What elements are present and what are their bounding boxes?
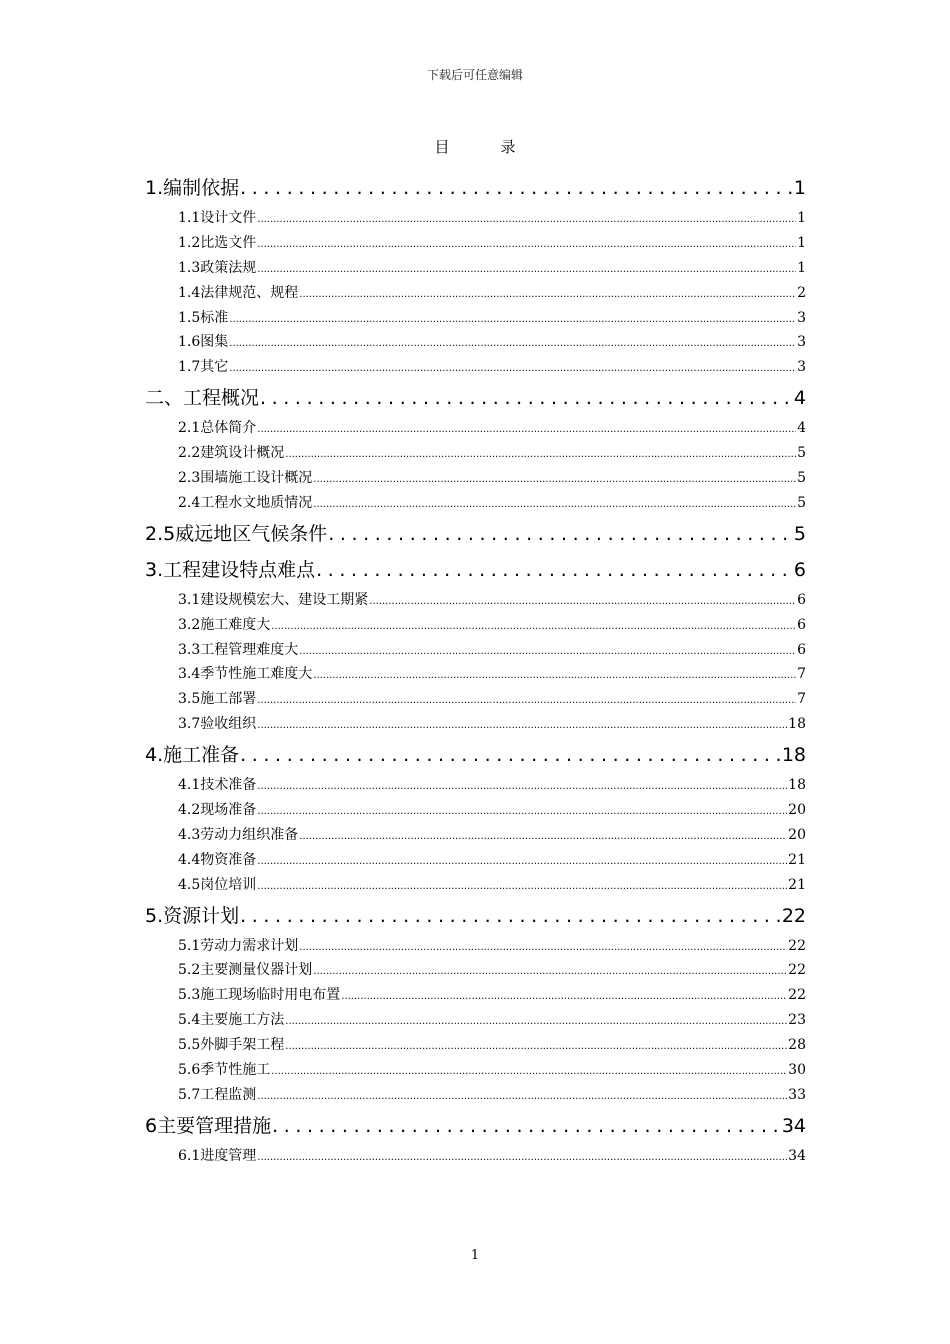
toc-entry-page: 5	[793, 522, 806, 545]
toc-section-entry[interactable]	[145, 773, 806, 798]
toc-entry-page: 18	[781, 744, 806, 767]
toc-dot-leader	[313, 960, 787, 985]
toc-section-entry[interactable]	[145, 588, 806, 613]
toc-dot-leader	[299, 283, 796, 308]
toc-dot-leader	[328, 516, 793, 552]
toc-dot-leader	[229, 332, 796, 357]
toc-entry-page: 22	[788, 962, 806, 979]
toc-dot-leader	[313, 468, 796, 493]
toc-section-entry[interactable]	[145, 281, 806, 306]
toc-entry-label: 2.3围墙施工设计概况	[178, 470, 313, 487]
toc-dot-leader	[341, 985, 787, 1010]
toc-dot-leader	[260, 380, 793, 416]
toc-entry-page: 22	[781, 904, 806, 927]
toc-entry-page: 5	[797, 470, 806, 487]
toc-section-entry[interactable]	[145, 798, 806, 823]
toc-dot-leader	[257, 1146, 787, 1171]
toc-entry-label: 5.5外脚手架工程	[178, 1037, 285, 1054]
toc-entry-label: 5.6季节性施工	[178, 1062, 271, 1079]
toc-dot-leader	[257, 850, 787, 875]
toc-entry-page: 3	[797, 359, 806, 376]
toc-dot-leader	[272, 1108, 781, 1144]
toc-entry-label: 3.3工程管理难度大	[178, 641, 299, 658]
toc-entry-label: 5.1劳动力需求计划	[178, 937, 299, 954]
toc-section-entry[interactable]	[145, 687, 806, 712]
toc-entry-label: 4.施工准备	[145, 744, 240, 767]
toc-entry-page: 22	[788, 987, 806, 1004]
toc-entry-label: 1.编制依据	[145, 177, 240, 199]
toc-dot-leader	[257, 208, 796, 233]
toc-entry-label: 2.1总体简介	[178, 420, 257, 437]
toc-section-entry[interactable]	[145, 466, 806, 491]
toc-entry-label: 1.4法律规范、规程	[178, 284, 299, 301]
toc-section-entry[interactable]	[145, 1008, 806, 1033]
toc-entry-page: 28	[788, 1037, 806, 1054]
toc-entry-page: 1	[797, 259, 806, 276]
toc-section-entry[interactable]	[145, 231, 806, 256]
toc-dot-leader	[285, 1010, 787, 1035]
toc-section-entry[interactable]	[145, 1058, 806, 1083]
toc-section-entry[interactable]	[145, 983, 806, 1008]
toc-entry-label: 4.1技术准备	[178, 777, 257, 794]
toc-entry-label: 3.5施工部署	[178, 691, 257, 708]
toc-chapter-entry[interactable]	[145, 1108, 806, 1144]
toc-entry-label: 5.2主要测量仪器计划	[178, 962, 313, 979]
toc-title: 目 录	[434, 138, 534, 156]
toc-entry-label: 4.2现场准备	[178, 802, 257, 819]
toc-entry-label: 2.4工程水文地质情况	[178, 494, 313, 511]
toc-dot-leader	[299, 825, 787, 850]
toc-entry-label: 2.2建筑设计概况	[178, 445, 285, 462]
toc-entry-page: 7	[797, 691, 806, 708]
toc-entry-page: 6	[797, 616, 806, 633]
toc-entry-page: 5	[797, 445, 806, 462]
toc-dot-leader	[229, 357, 796, 382]
toc-entry-page: 3	[797, 334, 806, 351]
toc-section-entry[interactable]	[145, 958, 806, 983]
toc-entry-page: 5	[797, 494, 806, 511]
toc-entry-label: 5.4主要施工方法	[178, 1012, 285, 1029]
toc-dot-leader	[257, 258, 796, 283]
toc-dot-leader	[257, 418, 796, 443]
toc-entry-label: 1.7其它	[178, 359, 229, 376]
toc-entry-page: 21	[788, 876, 806, 893]
toc-entry-page: 2	[797, 284, 806, 301]
toc-entry-page: 7	[797, 666, 806, 683]
toc-section-entry[interactable]	[145, 873, 806, 898]
toc-entry-label: 5.3施工现场临时用电布置	[178, 987, 341, 1004]
toc-entry-label: 4.5岗位培训	[178, 876, 257, 893]
toc-entry-label: 3.7验收组织	[178, 716, 257, 733]
toc-entry-label: 2.5威远地区气候条件	[145, 522, 328, 545]
toc-dot-leader	[313, 664, 796, 689]
toc-entry-label: 4.4物资准备	[178, 851, 257, 868]
toc-entry-label: 5.资源计划	[145, 904, 240, 927]
toc-dot-leader	[229, 308, 796, 333]
toc-dot-leader	[299, 640, 796, 665]
toc-entry-page: 21	[788, 851, 806, 868]
toc-entry-label: 3.工程建设特点难点	[145, 558, 316, 581]
toc-dot-leader	[240, 737, 781, 773]
table-of-contents	[145, 170, 806, 1169]
toc-entry-page: 6	[793, 558, 806, 581]
toc-entry-page: 33	[788, 1086, 806, 1103]
toc-section-entry[interactable]	[145, 330, 806, 355]
toc-section-entry[interactable]	[145, 934, 806, 959]
toc-entry-page: 6	[797, 641, 806, 658]
toc-section-entry[interactable]	[145, 491, 806, 516]
toc-entry-page: 1	[797, 234, 806, 251]
toc-section-entry[interactable]	[145, 206, 806, 231]
toc-section-entry[interactable]	[145, 416, 806, 441]
toc-chapter-entry[interactable]	[145, 170, 806, 206]
toc-section-entry[interactable]	[145, 306, 806, 331]
toc-entry-label: 1.3政策法规	[178, 259, 257, 276]
toc-dot-leader	[240, 898, 781, 934]
toc-entry-page: 20	[788, 802, 806, 819]
toc-entry-page: 4	[793, 387, 806, 410]
toc-entry-page: 4	[797, 420, 806, 437]
toc-entry-label: 5.7工程监测	[178, 1086, 257, 1103]
toc-dot-leader	[257, 775, 787, 800]
toc-chapter-entry[interactable]	[145, 737, 806, 773]
toc-chapter-entry[interactable]	[145, 552, 806, 588]
toc-dot-leader	[369, 590, 796, 615]
toc-chapter-entry[interactable]	[145, 516, 806, 552]
toc-section-entry[interactable]	[145, 1033, 806, 1058]
toc-section-entry[interactable]	[145, 662, 806, 687]
toc-dot-leader	[257, 800, 787, 825]
toc-entry-page: 34	[788, 1147, 806, 1164]
toc-entry-page: 20	[788, 826, 806, 843]
toc-section-entry[interactable]	[145, 355, 806, 380]
toc-entry-page: 30	[788, 1062, 806, 1079]
toc-section-entry[interactable]	[145, 1144, 806, 1169]
toc-dot-leader	[316, 552, 793, 588]
toc-section-entry[interactable]	[145, 712, 806, 737]
toc-entry-label: 1.2比选文件	[178, 234, 257, 251]
toc-dot-leader	[271, 615, 796, 640]
toc-entry-label: 二、工程概况	[145, 387, 260, 410]
toc-entry-page: 3	[797, 309, 806, 326]
page-header: 下载后可任意编辑	[426, 68, 523, 82]
toc-entry-page: 18	[788, 777, 806, 794]
toc-dot-leader	[257, 233, 796, 258]
toc-entry-label: 1.1设计文件	[178, 210, 257, 226]
toc-entry-page: 22	[788, 937, 806, 954]
toc-dot-leader	[285, 1035, 787, 1060]
toc-entry-label: 3.2施工难度大	[178, 616, 271, 633]
toc-dot-leader	[299, 936, 787, 961]
toc-entry-page: 1	[797, 210, 806, 226]
toc-dot-leader	[257, 875, 787, 900]
toc-entry-page: 34	[781, 1114, 806, 1137]
toc-dot-leader	[240, 170, 793, 206]
toc-dot-leader	[313, 493, 796, 518]
toc-chapter-entry[interactable]	[145, 898, 806, 934]
toc-entry-page: 23	[788, 1012, 806, 1029]
page-number: 1	[470, 1248, 480, 1263]
toc-dot-leader	[285, 443, 796, 468]
toc-entry-label: 6主要管理措施	[145, 1114, 272, 1137]
toc-entry-label: 1.5标准	[178, 309, 229, 326]
toc-entry-page: 18	[788, 716, 806, 733]
toc-entry-page: 6	[797, 591, 806, 608]
toc-section-entry[interactable]	[145, 441, 806, 466]
toc-entry-label: 6.1进度管理	[178, 1147, 257, 1164]
toc-entry-label: 4.3劳动力组织准备	[178, 826, 299, 843]
toc-dot-leader	[257, 1085, 787, 1110]
toc-entry-label: 1.6图集	[178, 334, 229, 351]
toc-section-entry[interactable]	[145, 1083, 806, 1108]
toc-section-entry[interactable]	[145, 256, 806, 281]
toc-entry-label: 3.1建设规模宏大、建设工期紧	[178, 591, 369, 608]
toc-entry-page: 1	[793, 177, 806, 199]
toc-entry-label: 3.4季节性施工难度大	[178, 666, 313, 683]
toc-section-entry[interactable]	[145, 823, 806, 848]
toc-section-entry[interactable]	[145, 848, 806, 873]
toc-dot-leader	[257, 714, 787, 739]
toc-section-entry[interactable]	[145, 613, 806, 638]
toc-dot-leader	[271, 1060, 787, 1085]
toc-section-entry[interactable]	[145, 638, 806, 663]
toc-chapter-entry[interactable]	[145, 380, 806, 416]
toc-dot-leader	[257, 689, 796, 714]
